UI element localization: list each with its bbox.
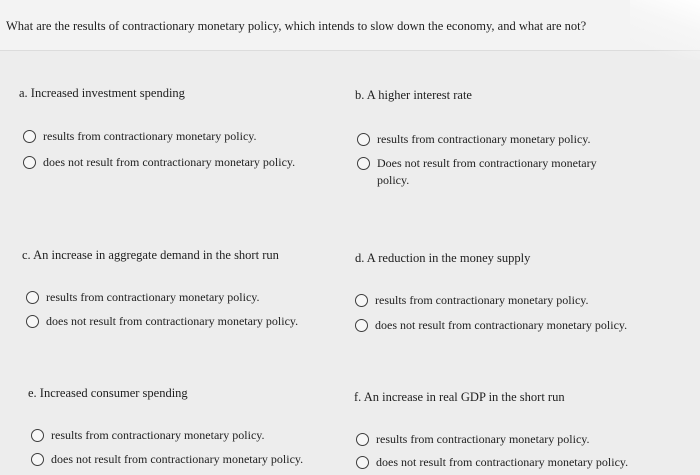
- part-e-label: e. Increased consumer spending: [28, 386, 188, 400]
- option-label: does not result from contractionary monetary policy.: [51, 452, 304, 466]
- option-label: results from contractionary monetary policy.: [377, 132, 591, 146]
- part-f-label: f. An increase in real GDP in the short run: [354, 390, 565, 404]
- part-a-option-does-not-result[interactable]: [23, 156, 295, 171]
- part-a-label: a. Increased investment spending: [19, 86, 185, 100]
- part-d-option-does-not-result[interactable]: [355, 319, 627, 334]
- option-label: does not result from contractionary monetary policy.: [375, 318, 628, 332]
- option-label: results from contractionary monetary policy.: [375, 293, 589, 307]
- part-c-option-does-not-result[interactable]: [26, 315, 298, 330]
- question-text: What are the results of contractionary monetary policy, which intends to slow down the economy, and what are not?: [6, 19, 587, 33]
- part-b-option-does-not-result[interactable]: [357, 157, 617, 189]
- part-d-option-results[interactable]: [355, 294, 589, 309]
- part-c-label: c. An increase in aggregate demand in the short run: [22, 248, 279, 262]
- radio-button[interactable]: [357, 157, 370, 170]
- option-label: results from contractionary monetary policy.: [376, 432, 590, 446]
- part-f-option-results[interactable]: [356, 433, 590, 448]
- option-label: results from contractionary monetary policy.: [46, 290, 260, 304]
- part-d-label: d. A reduction in the money supply: [355, 251, 531, 265]
- radio-button[interactable]: [23, 156, 36, 169]
- radio-button[interactable]: [355, 294, 368, 307]
- part-e-option-does-not-result[interactable]: [31, 453, 303, 468]
- option-label: results from contractionary monetary policy.: [43, 129, 257, 143]
- radio-button[interactable]: [26, 291, 39, 304]
- option-label: does not result from contractionary monetary policy.: [46, 314, 299, 328]
- part-b-label: b. A higher interest rate: [355, 88, 472, 102]
- part-a-option-results[interactable]: [23, 130, 257, 145]
- radio-button[interactable]: [356, 433, 369, 446]
- radio-button[interactable]: [23, 130, 36, 143]
- radio-button[interactable]: [26, 315, 39, 328]
- part-b-option-results[interactable]: [357, 133, 591, 148]
- radio-button[interactable]: [31, 429, 44, 442]
- radio-button[interactable]: [31, 453, 44, 466]
- option-label: results from contractionary monetary policy.: [51, 428, 265, 442]
- part-e-option-results[interactable]: [31, 429, 265, 444]
- radio-button[interactable]: [357, 133, 370, 146]
- option-label: Does not result from contractionary monetary policy.: [377, 156, 597, 187]
- part-f-option-does-not-result[interactable]: [356, 456, 628, 471]
- part-c-option-results[interactable]: [26, 291, 260, 306]
- screen-glare: [630, 0, 700, 60]
- option-label: does not result from contractionary monetary policy.: [376, 455, 629, 469]
- radio-button[interactable]: [356, 456, 369, 469]
- radio-button[interactable]: [355, 319, 368, 332]
- option-label: does not result from contractionary monetary policy.: [43, 155, 296, 169]
